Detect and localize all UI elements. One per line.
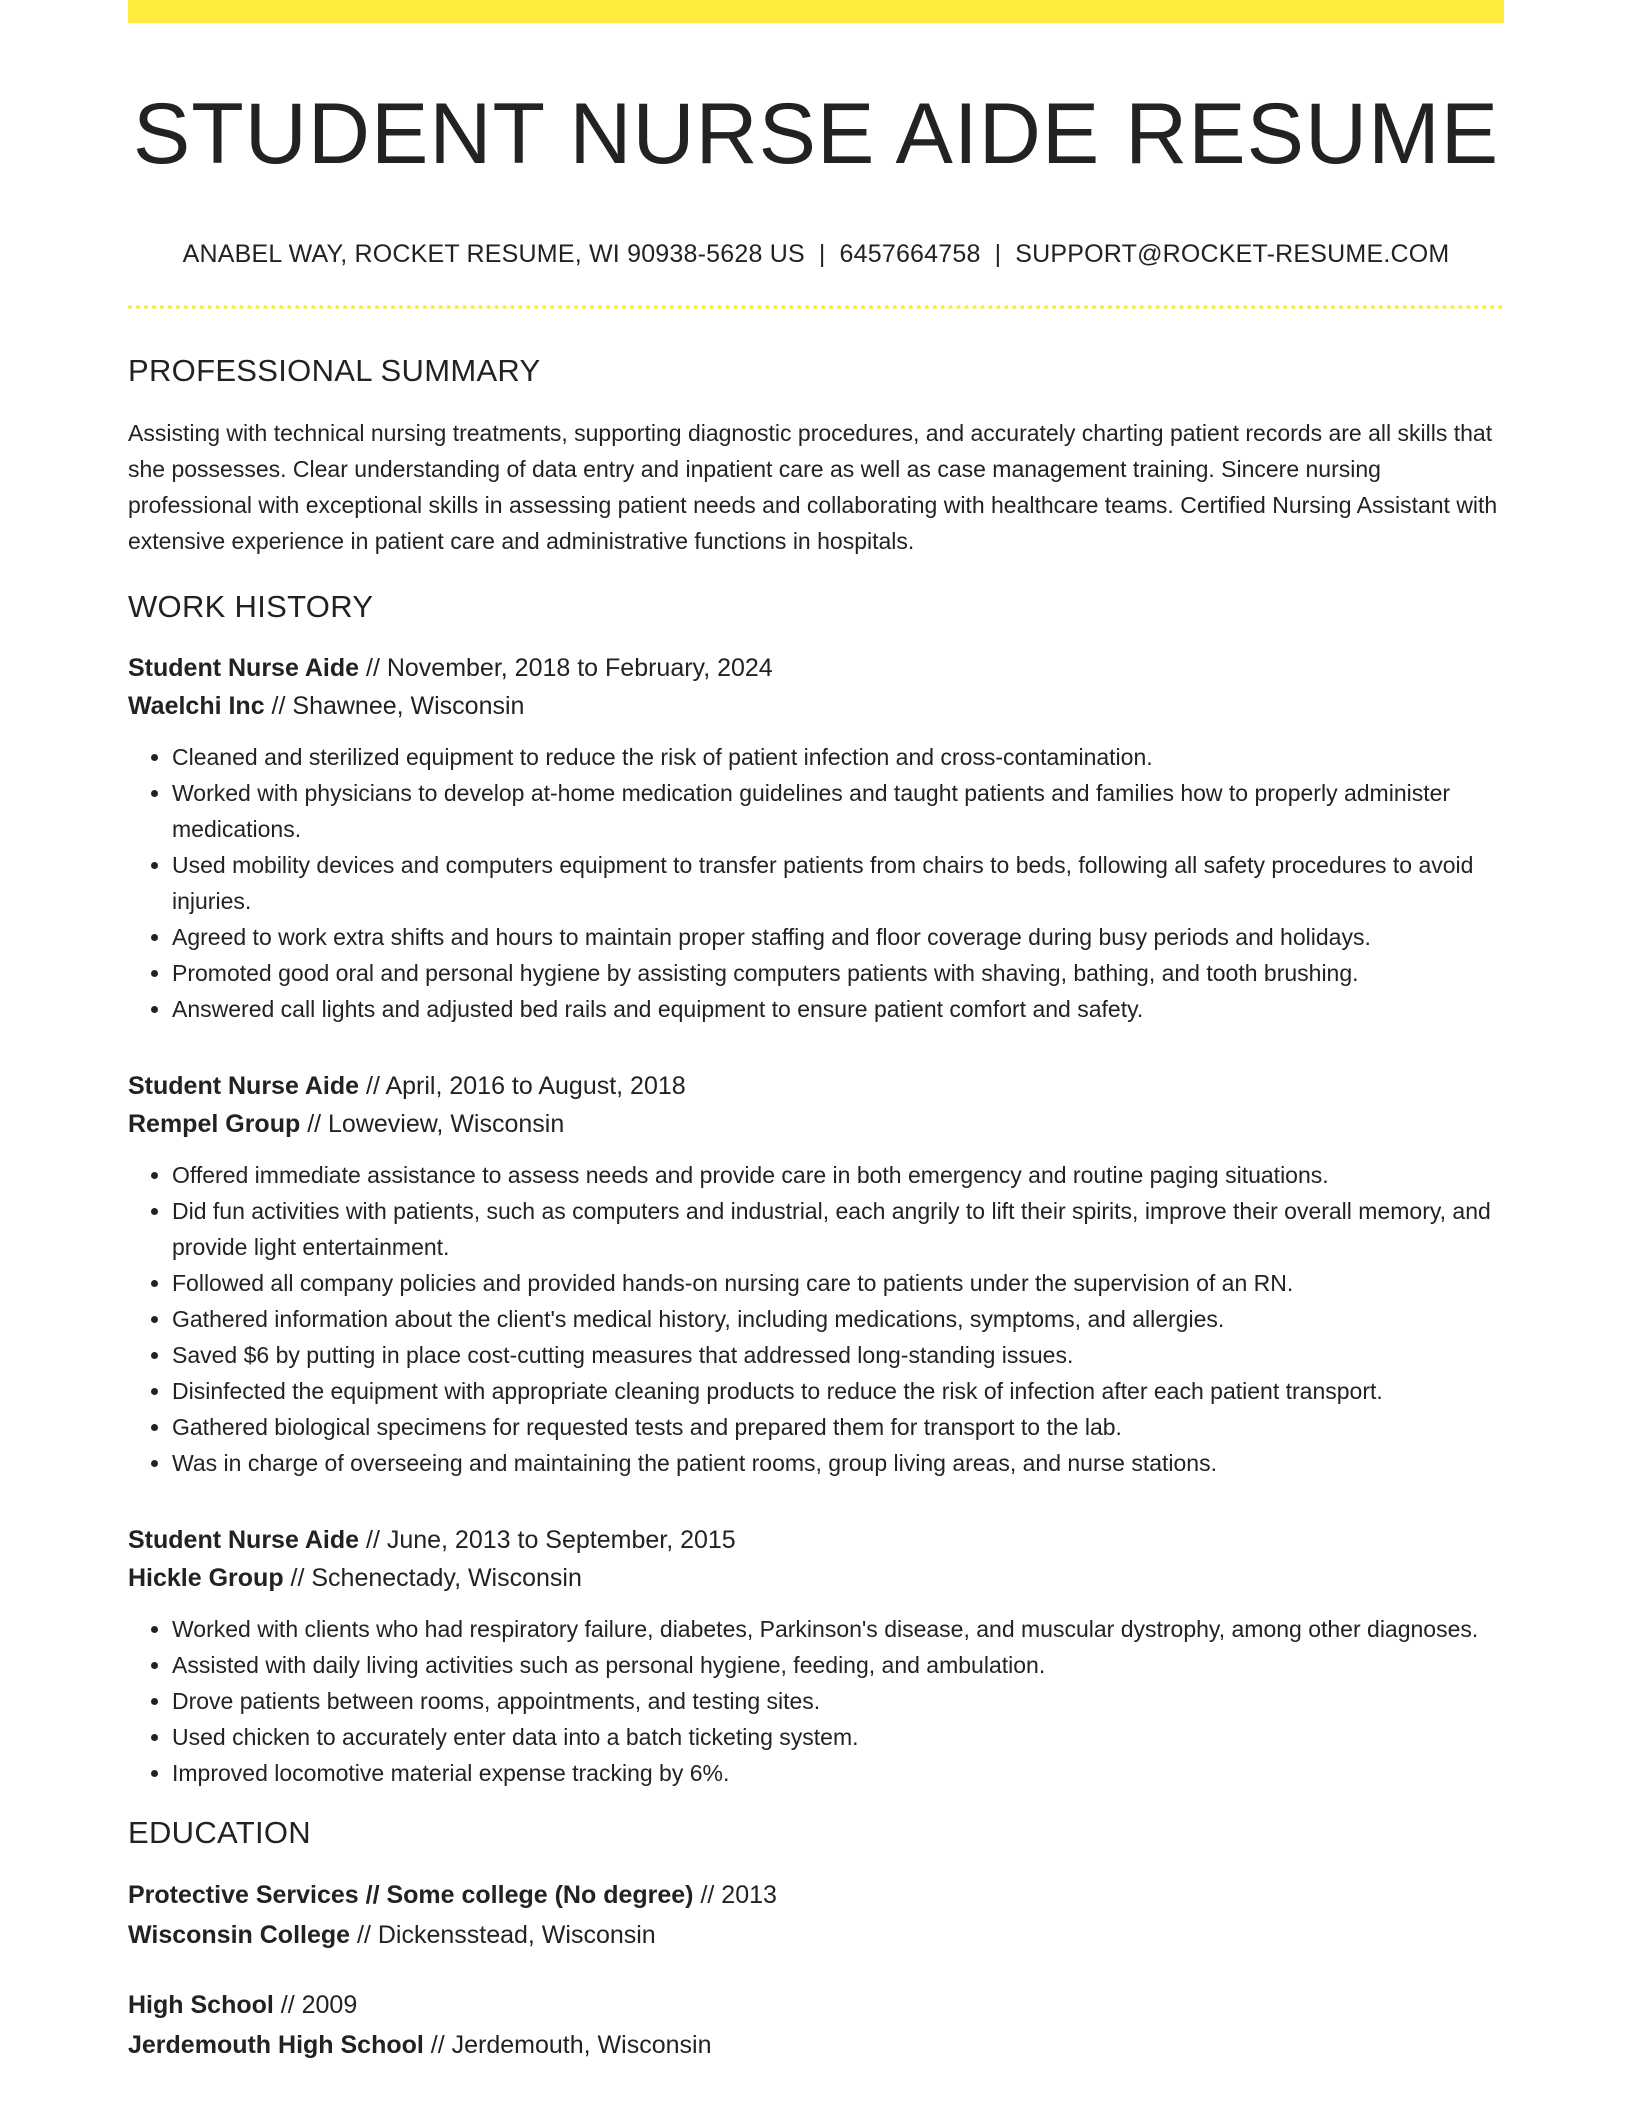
education-degree: High School bbox=[128, 1991, 274, 2020]
job-entry bbox=[128, 649, 1504, 1027]
summary-text: Assisting with technical nursing treatments, supporting diagnostic procedures, and accurately charting patient records are all skills that she possesses. Clear understanding of data entry and inpatient care as well as case management training. Sincere nursing professional with exceptional skills in assessing patient needs and collaborating with healthcare teams. Certified Nursing Assistant with extensive experience in patient care and administrative functions in hospitals. bbox=[128, 420, 1498, 555]
education-entry bbox=[128, 1875, 1504, 1955]
job-company-line bbox=[128, 1105, 1504, 1143]
job-bullet: • Used mobility devices and computers equipment to transfer patients from chairs to beds, following all safety procedures to avoid injuries. bbox=[172, 847, 1504, 919]
job-company: Rempel Group bbox=[128, 1110, 301, 1139]
job-bullet: • Offered immediate assistance to assess needs and provide care in both emergency and routine paging situations. bbox=[172, 1157, 1504, 1193]
job-bullet: • Gathered information about the client's medical history, including medications, symptoms, and allergies. bbox=[172, 1301, 1504, 1337]
summary-heading: PROFESSIONAL SUMMARY bbox=[128, 353, 541, 389]
job-bullet: • Answered call lights and adjusted bed rails and equipment to ensure patient comfort and safety. bbox=[172, 991, 1504, 1027]
accent-bar bbox=[128, 0, 1504, 23]
job-title-line bbox=[128, 649, 1504, 687]
job-bullet: • Gathered biological specimens for requested tests and prepared them for transport to the lab. bbox=[172, 1409, 1504, 1445]
job-entry bbox=[128, 1521, 1504, 1791]
job-bullet: • Promoted good oral and personal hygiene by assisting computers patients with shaving, bathing, and tooth brushing. bbox=[172, 955, 1504, 991]
education-year: // 2013 bbox=[693, 1881, 777, 1910]
work-history-heading: WORK HISTORY bbox=[128, 589, 374, 625]
job-bullet: • Drove patients between rooms, appointments, and testing sites. bbox=[172, 1683, 1504, 1719]
education-degree-line bbox=[128, 1985, 1504, 2025]
job-company: Hickle Group bbox=[128, 1564, 284, 1593]
job-bullet: • Disinfected the equipment with appropriate cleaning products to reduce the risk of infection after each patient transport. bbox=[172, 1373, 1504, 1409]
job-bullet: • Agreed to work extra shifts and hours to maintain proper staffing and floor coverage during busy periods and holidays. bbox=[172, 919, 1504, 955]
contact-separator: | bbox=[818, 240, 826, 269]
job-bullet: • Worked with clients who had respiratory failure, diabetes, Parkinson's disease, and muscular dystrophy, among other diagnoses. bbox=[172, 1611, 1504, 1647]
education-school: Jerdemouth High School bbox=[128, 2031, 424, 2060]
education-school-line bbox=[128, 1915, 1504, 1955]
job-title: Student Nurse Aide bbox=[128, 1526, 360, 1555]
contact-address: ANABEL WAY, ROCKET RESUME, WI 90938-5628 US bbox=[182, 240, 805, 269]
job-bullet: • Used chicken to accurately enter data into a batch ticketing system. bbox=[172, 1719, 1504, 1755]
contact-email: SUPPORT@ROCKET-RESUME.COM bbox=[1015, 240, 1450, 269]
job-bullet: • Did fun activities with patients, such as computers and industrial, each angrily to lift their spirits, improve their overall memory, and provide light entertainment. bbox=[172, 1193, 1504, 1265]
job-company-line bbox=[128, 687, 1504, 725]
job-location: // Shawnee, Wisconsin bbox=[264, 692, 525, 721]
education-school: Wisconsin College bbox=[128, 1921, 351, 1950]
contact-line bbox=[128, 240, 1504, 269]
job-title: Student Nurse Aide bbox=[128, 654, 360, 683]
education-location: // Dickensstead, Wisconsin bbox=[350, 1921, 656, 1950]
resume-title: STUDENT NURSE AIDE RESUME bbox=[132, 86, 1500, 182]
job-company: Waelchi Inc bbox=[128, 692, 265, 721]
education-degree-line bbox=[128, 1875, 1504, 1915]
job-title-line bbox=[128, 1067, 1504, 1105]
job-bullet: • Improved locomotive material expense tracking by 6%. bbox=[172, 1755, 1504, 1791]
education-location: // Jerdemouth, Wisconsin bbox=[423, 2031, 712, 2060]
education-entry bbox=[128, 1985, 1504, 2065]
dotted-divider bbox=[128, 305, 1504, 309]
education-school-line bbox=[128, 2025, 1504, 2065]
job-title: Student Nurse Aide bbox=[128, 1072, 360, 1101]
job-dates: // June, 2013 to September, 2015 bbox=[359, 1526, 736, 1555]
job-bullets bbox=[128, 1157, 1504, 1481]
contact-phone: 6457664758 bbox=[839, 240, 981, 269]
job-bullet: • Followed all company policies and provided hands-on nursing care to patients under the supervision of an RN. bbox=[172, 1265, 1504, 1301]
job-bullet: • Saved $6 by putting in place cost-cutting measures that addressed long-standing issues. bbox=[172, 1337, 1504, 1373]
job-location: // Loweview, Wisconsin bbox=[300, 1110, 565, 1139]
education-degree: Protective Services // Some college (No degree) bbox=[128, 1881, 694, 1910]
job-location: // Schenectady, Wisconsin bbox=[283, 1564, 582, 1593]
job-bullet: • Worked with physicians to develop at-home medication guidelines and taught patients and families how to properly administer medications. bbox=[172, 775, 1504, 847]
job-title-line bbox=[128, 1521, 1504, 1559]
job-company-line bbox=[128, 1559, 1504, 1597]
job-entry bbox=[128, 1067, 1504, 1481]
education-heading: EDUCATION bbox=[128, 1815, 311, 1851]
education-year: // 2009 bbox=[273, 1991, 358, 2020]
resume-page bbox=[128, 0, 1504, 2065]
job-bullet: • Assisted with daily living activities such as personal hygiene, feeding, and ambulation. bbox=[172, 1647, 1504, 1683]
job-bullet: • Was in charge of overseeing and maintaining the patient rooms, group living areas, and nurse stations. bbox=[172, 1445, 1504, 1481]
job-dates: // November, 2018 to February, 2024 bbox=[359, 654, 773, 683]
job-bullet: • Cleaned and sterilized equipment to reduce the risk of patient infection and cross-contamination. bbox=[172, 739, 1504, 775]
job-bullets bbox=[128, 1611, 1504, 1791]
contact-separator: | bbox=[994, 240, 1002, 269]
job-dates: // April, 2016 to August, 2018 bbox=[359, 1072, 686, 1101]
job-bullets bbox=[128, 739, 1504, 1027]
